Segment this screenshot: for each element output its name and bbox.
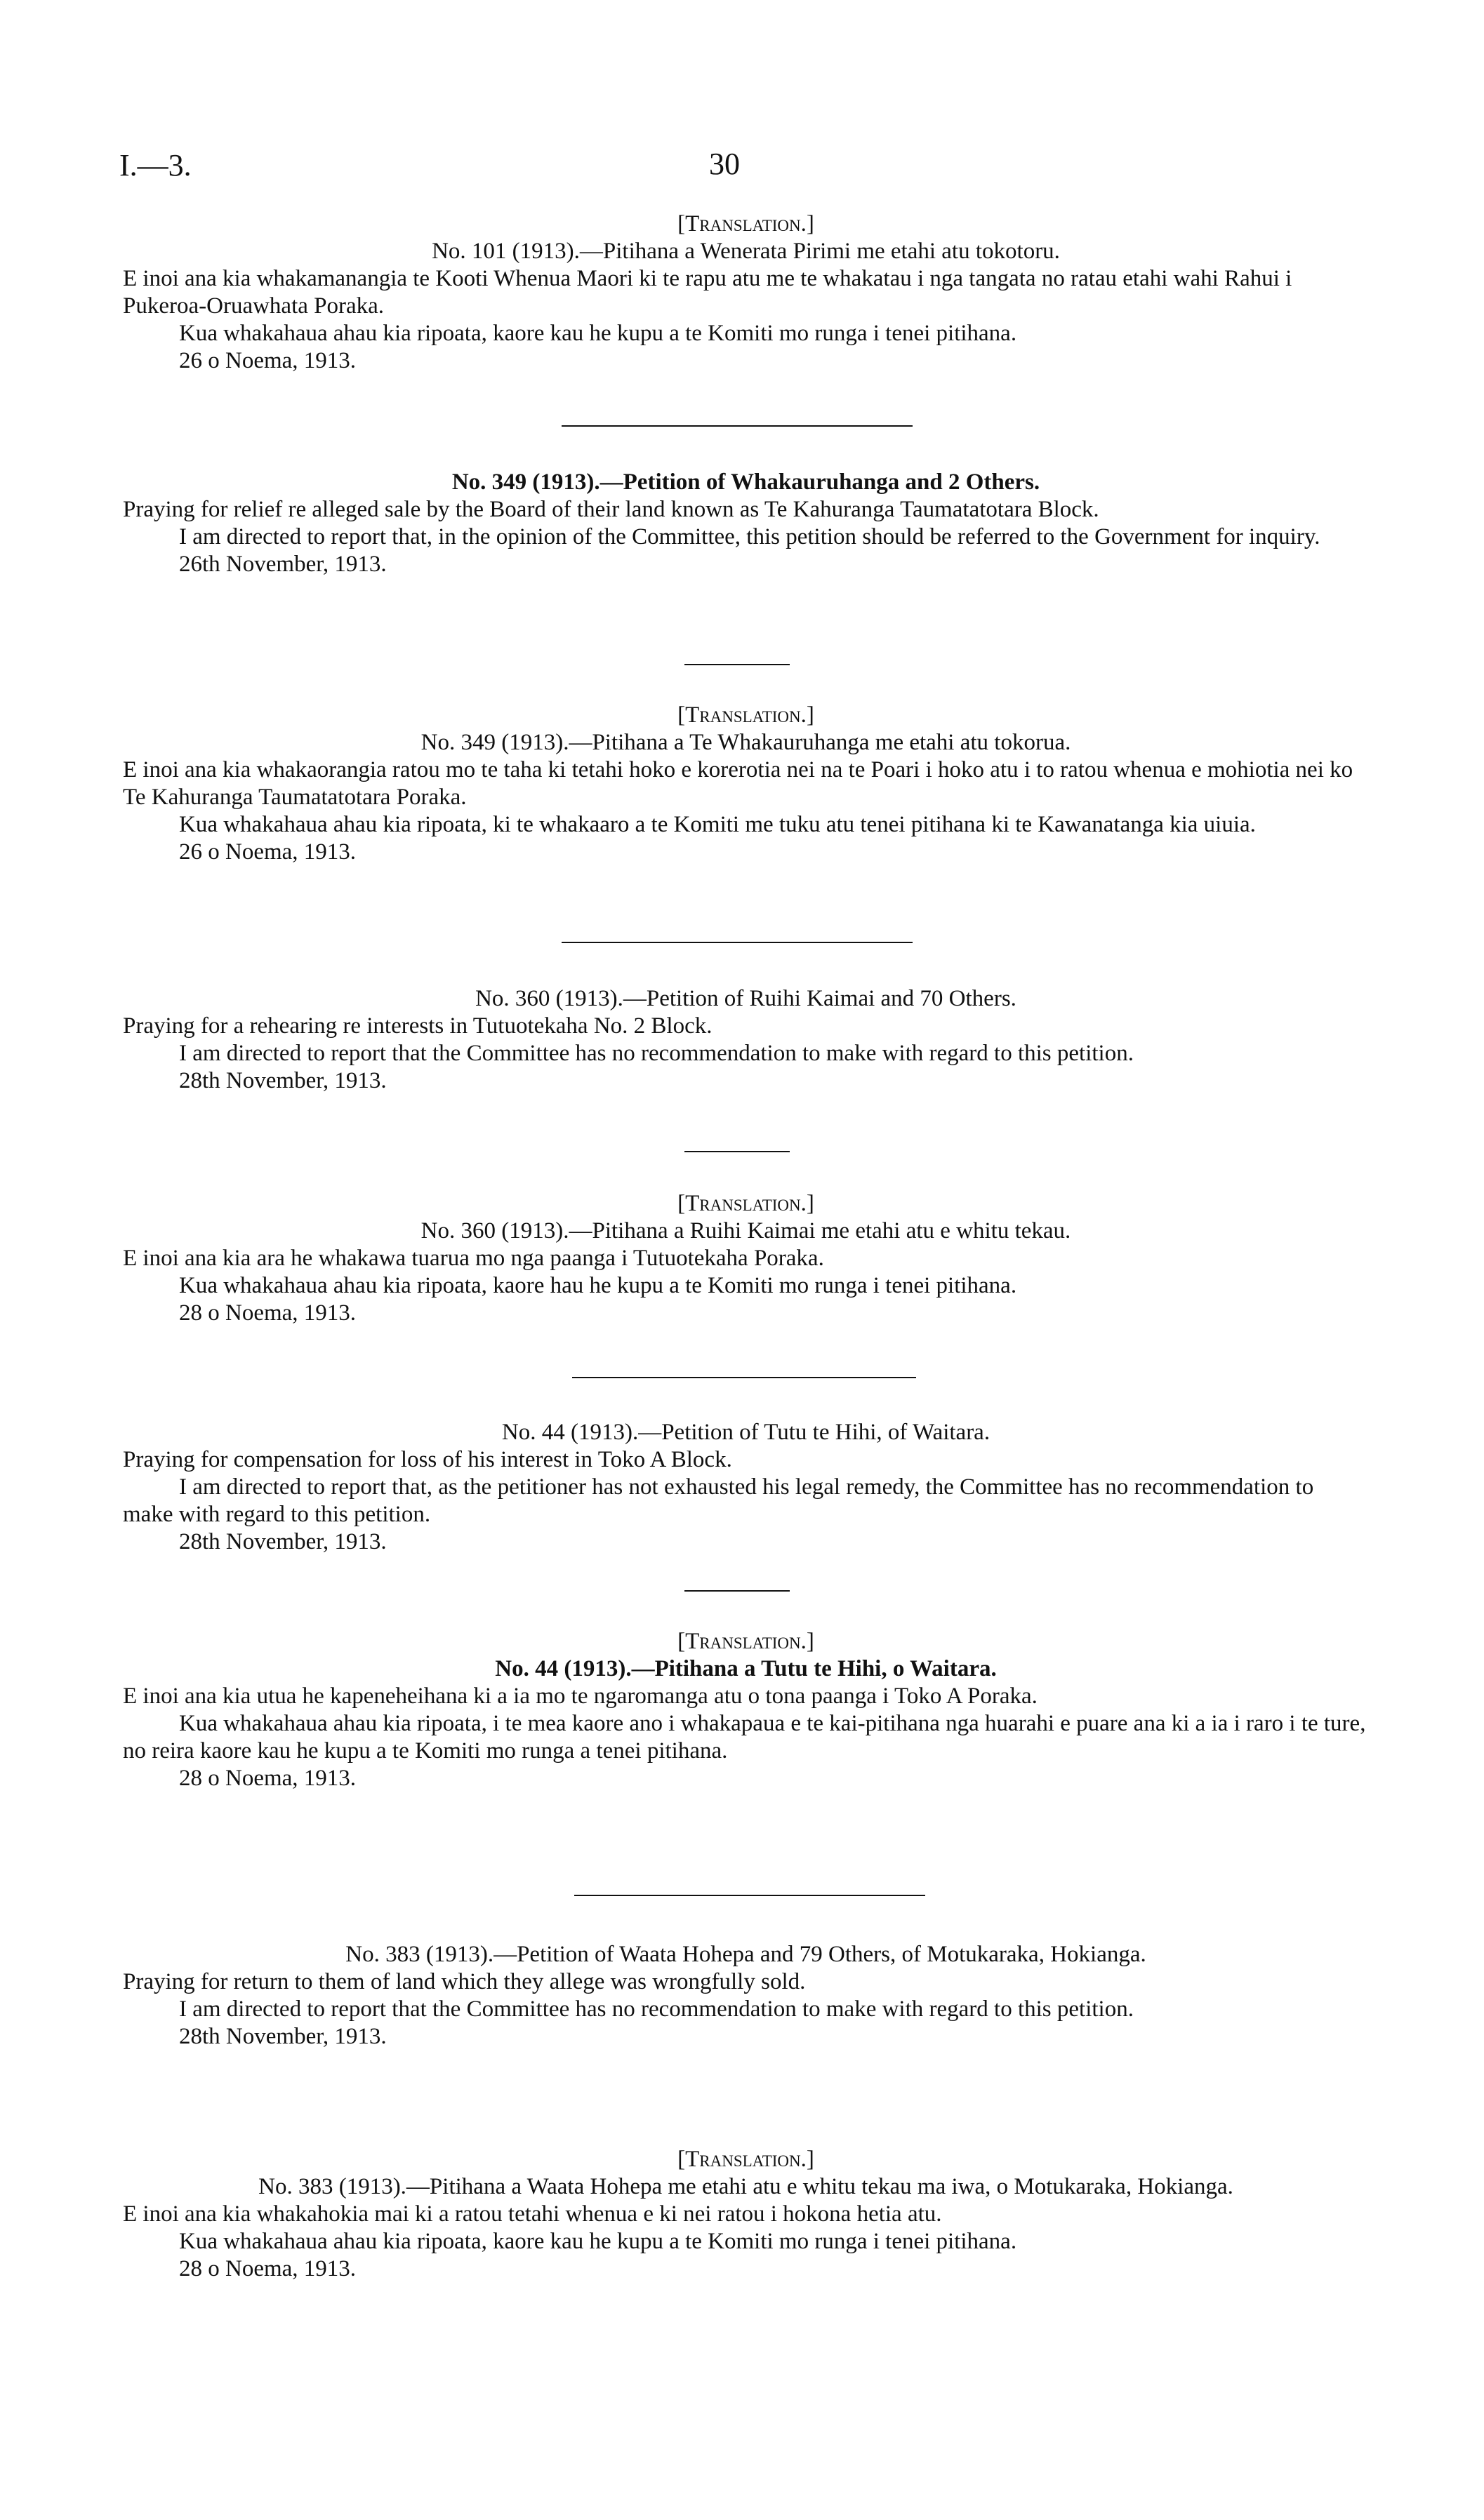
petition-entry [123,985,1369,1095]
committee-report: Kua whakahaua ahau kia ripoata, kaore kau he kupu a te Komiti mo runga i tenei pitihana. [179,321,1017,346]
report-date: 28 o Noema, 1913. [179,1300,357,1326]
committee-report: Kua whakahaua ahau kia ripoata, i te mea kaore ano i whakapaua e te kai-pitihana nga huarahi e puare ana ki a ia i raro i te ture, no reira kaore kau he kupu a te Komiti mo runga a tenei pitihana. [123,1711,1366,1764]
section-divider [562,425,913,427]
translation-label: [Translation.] [677,211,814,236]
committee-report: I am directed to report that, as the petitioner has not exhausted his legal remedy, the Committee has no recommendation to make with regard to this petition. [123,1474,1314,1527]
petition-title: No. 360 (1913).—Petition of Ruihi Kaimai and 70 Others. [475,986,1016,1011]
petition-entry [123,1190,1369,1327]
section-divider [562,942,913,943]
report-date: 28 o Noema, 1913. [179,1766,357,1791]
petition-title: No. 101 (1913).—Pitihana a Wenerata Pirimi me etahi atu tokotoru. [432,239,1060,264]
petition-title: No. 383 (1913).—Pitihana a Waata Hohepa me etahi atu e whitu tekau ma iwa, o Motukaraka, Hokianga. [258,2174,1233,2199]
petition-title: No. 44 (1913).—Pitihana a Tutu te Hihi, o Waitara. [495,1656,997,1681]
petition-prayer: E inoi ana kia whakahokia mai ki a ratou tetahi whenua e ki nei ratou i hokona hetia atu. [123,2201,942,2227]
petition-prayer: Praying for a rehearing re interests in Tutuotekaha No. 2 Block. [123,1013,713,1039]
page-number: 30 [709,147,740,181]
section-divider [574,1895,925,1896]
translation-label: [Translation.] [677,702,814,728]
petition-prayer: E inoi ana kia utua he kapeneheihana ki a ia mo te ngaromanga atu o tona paanga i Toko A Poraka. [123,1684,1038,1709]
committee-report: I am directed to report that, in the opinion of the Committee, this petition should be referred to the Government for inquiry. [179,524,1320,549]
petition-title: No. 349 (1913).—Pitihana a Te Whakauruhanga me etahi atu tokorua. [420,730,1071,755]
translation-label: [Translation.] [677,1191,814,1216]
report-date: 28th November, 1913. [179,1068,387,1093]
petition-entry [123,1419,1369,1556]
petition-entry [123,2146,1369,2283]
translation-label: [Translation.] [677,2147,814,2172]
translation-label: [Translation.] [677,1629,814,1654]
petition-prayer: E inoi ana kia ara he whakawa tuarua mo nga paanga i Tutuotekaha Poraka. [123,1246,824,1271]
report-date: 26 o Noema, 1913. [179,839,357,865]
petition-entry [123,469,1369,578]
committee-report: I am directed to report that the Committee has no recommendation to make with regard to this petition. [179,1996,1134,2022]
petition-entry [123,1941,1369,2051]
committee-report: I am directed to report that the Committee has no recommendation to make with regard to this petition. [179,1041,1134,1066]
petition-title: No. 383 (1913).—Petition of Waata Hohepa and 79 Others, of Motukaraka, Hokianga. [345,1942,1146,1967]
report-date: 28 o Noema, 1913. [179,2256,357,2281]
petition-prayer: E inoi ana kia whakamanangia te Kooti Whenua Maori ki te rapu atu me te whakatau i nga tangata no ratau etahi wahi Rahui i Pukeroa-Oruawhata Poraka. [123,266,1292,319]
committee-report: Kua whakahaua ahau kia ripoata, kaore hau he kupu a te Komiti mo runga i tenei pitihana. [179,1273,1017,1298]
petition-prayer: Praying for relief re alleged sale by the Board of their land known as Te Kahuranga Taumatatotara Block. [123,497,1099,522]
petition-title: No. 44 (1913).—Petition of Tutu te Hihi, of Waitara. [501,1420,991,1445]
section-divider [684,1151,790,1152]
section-divider [572,1377,916,1378]
report-date: 28th November, 1913. [179,2024,387,2049]
parliamentary-paper-reference: I.—3. [119,148,192,182]
report-date: 26th November, 1913. [179,552,387,577]
petition-prayer: Praying for compensation for loss of his interest in Toko A Block. [123,1447,732,1472]
petition-prayer: Praying for return to them of land which they allege was wrongfully sold. [123,1969,806,1994]
petition-title: No. 360 (1913).—Pitihana a Ruihi Kaimai me etahi atu e whitu tekau. [420,1218,1071,1244]
petition-entry [123,211,1369,375]
petition-title: No. 349 (1913).—Petition of Whakauruhanga and 2 Others. [451,469,1040,495]
report-date: 26 o Noema, 1913. [179,348,357,373]
petition-entry [123,702,1369,866]
committee-report: Kua whakahaua ahau kia ripoata, kaore kau he kupu a te Komiti mo runga i tenei pitihana. [179,2229,1017,2254]
petition-prayer: E inoi ana kia whakaorangia ratou mo te taha ki tetahi hoko e korerotia nei na te Poari i hoko atu i to ratou whenua e mohiotia nei ko Te Kahuranga Taumatatotara Poraka. [123,757,1353,810]
section-divider [684,1590,790,1592]
section-divider [684,664,790,665]
report-date: 28th November, 1913. [179,1529,387,1554]
committee-report: Kua whakahaua ahau kia ripoata, ki te whakaaro a te Komiti me tuku atu tenei pitihana ki te Kawanatanga kia uiuia. [179,812,1256,837]
petition-entry [123,1628,1369,1792]
